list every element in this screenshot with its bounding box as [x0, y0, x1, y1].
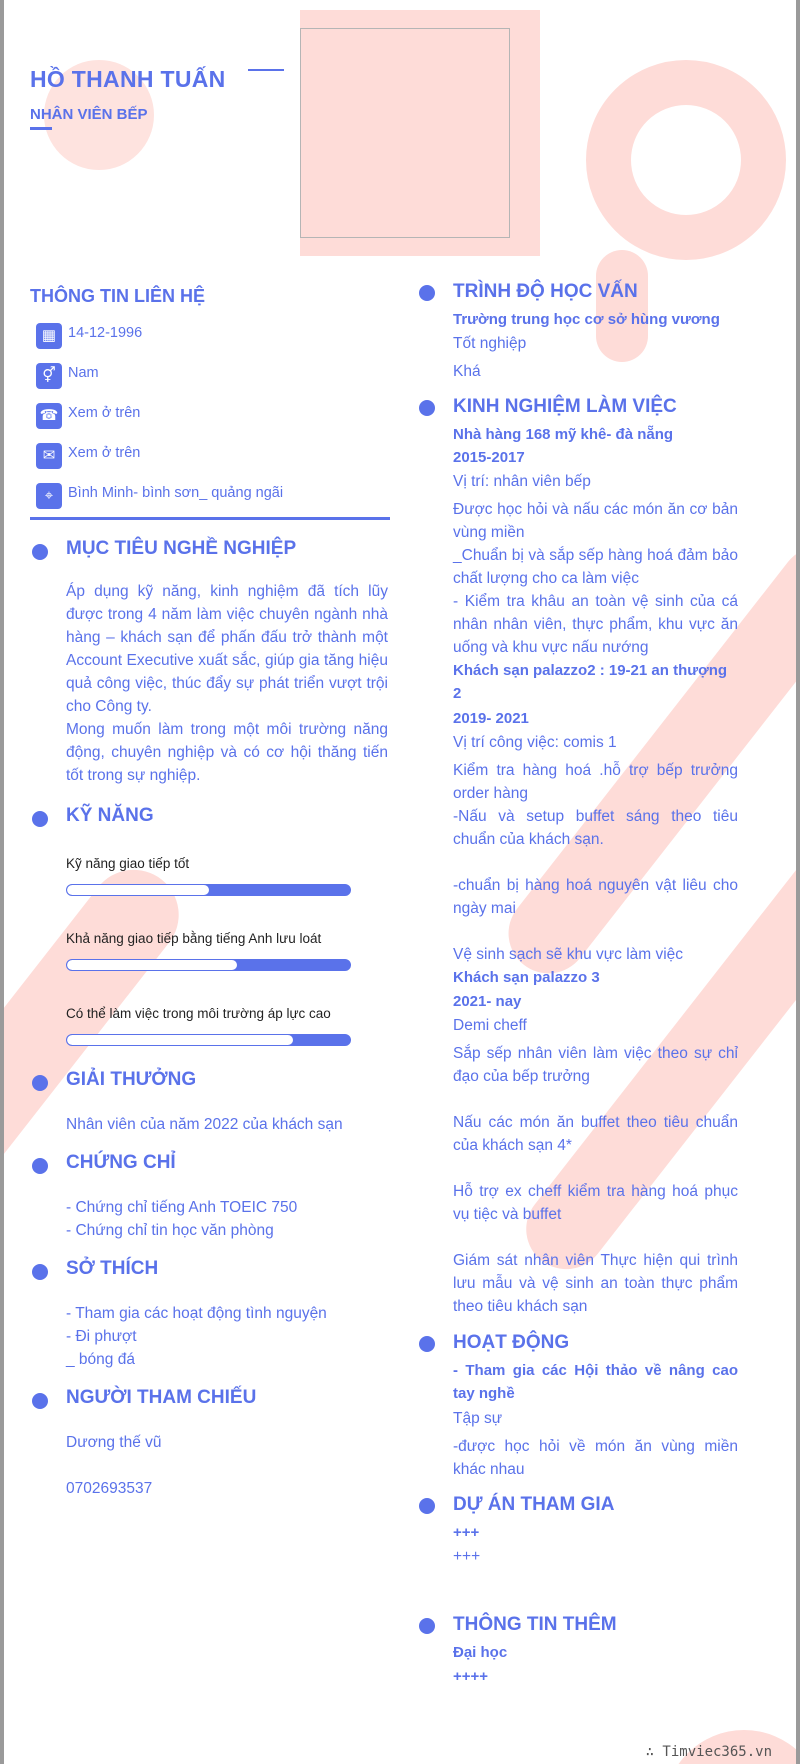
- location-icon: ⌖: [36, 483, 62, 509]
- skill-label-1: Kỹ năng giao tiếp tốt: [66, 856, 190, 871]
- certificates-line-1: - Chứng chỉ tiếng Anh TOEIC 750: [66, 1199, 298, 1216]
- hobbies-line-1: - Tham gia các hoạt động tình nguyện: [66, 1305, 327, 1322]
- sparkle-icon: ∴: [645, 1744, 663, 1760]
- name-dash: [248, 69, 284, 71]
- education-school: Trường trung học cơ sở hùng vương: [453, 311, 720, 328]
- objective-text-2: Mong muốn làm trong một môi trường năng động, chuyên nghiệp và có cơ hội thăng tiến tốt trong sự nghiệp.: [66, 721, 388, 784]
- bullet-dot: [32, 1075, 48, 1091]
- footer-brand: [646, 1744, 772, 1760]
- extra-line-1: ++++: [453, 1668, 489, 1685]
- job3-company: Khách sạn palazzo 3: [453, 969, 600, 986]
- hobbies-line-2: - Đi phượt: [66, 1328, 137, 1345]
- job3-position: Demi cheff: [453, 1017, 527, 1034]
- job2-position: Vị trí công việc: comis 1: [453, 734, 617, 751]
- education-status: Tốt nghiệp: [453, 335, 527, 352]
- contact-title: THÔNG TIN LIÊN HỆ: [30, 286, 205, 306]
- job3-desc-1: Sắp sếp nhân viên làm việc theo sự chỉ đạo của bếp trưởng: [453, 1045, 738, 1085]
- contact-phone: Xem ở trên: [68, 405, 141, 421]
- contact-divider: [30, 517, 390, 520]
- skill-bar-3: [66, 1034, 351, 1046]
- job3-period: 2021- nay: [453, 993, 522, 1010]
- bullet-dot: [32, 1158, 48, 1174]
- hobbies-title: SỞ THÍCH: [66, 1258, 159, 1279]
- skill-bar-1: [66, 884, 351, 896]
- experience-title: KINH NGHIỆM LÀM VIỆC: [453, 396, 677, 417]
- job2-company: Khách sạn palazzo2 : 19-21 an thượng 2: [453, 662, 728, 702]
- job1-position: Vị trí: nhân viên bếp: [453, 473, 591, 490]
- decor-pill-small: [596, 250, 648, 362]
- cv-page: [4, 0, 796, 1764]
- awards-title: GIẢI THƯỞNG: [66, 1069, 197, 1090]
- bullet-dot: [32, 811, 48, 827]
- decor-ring: [586, 60, 786, 260]
- job-title-underline: [30, 127, 52, 130]
- job1-desc-2: _Chuẩn bị và sắp sếp hàng hoá đảm bảo chất lượng cho ca làm việc: [453, 547, 738, 587]
- bullet-dot: [419, 400, 435, 416]
- activities-heading: - Tham gia các Hội thảo về nâng cao tay nghề: [453, 1362, 738, 1402]
- projects-line-2: +++: [453, 1548, 481, 1565]
- job3-desc-4: Giám sát nhân viên Thực hiện qui trình lưu mẫu và vệ sinh an toàn thực phẩm theo tiêu khách sạn: [453, 1252, 738, 1315]
- education-title: TRÌNH ĐỘ HỌC VẤN: [453, 281, 638, 302]
- hobbies-line-3: _ bóng đá: [66, 1351, 135, 1368]
- job2-period: 2019- 2021: [453, 710, 529, 727]
- skills-title: KỸ NĂNG: [66, 805, 154, 826]
- activities-title: HOẠT ĐỘNG: [453, 1332, 570, 1353]
- job1-company: Nhà hàng 168 mỹ khê- đà nẵng: [453, 426, 674, 443]
- activities-role: Tập sự: [453, 1410, 503, 1427]
- job2-desc-4: Vệ sinh sạch sẽ khu vực làm việc: [453, 946, 684, 963]
- job2-desc-2: -Nấu và setup buffet sáng theo tiêu chuẩn của khách sạn.: [453, 808, 738, 848]
- contact-gender: Nam: [68, 365, 99, 381]
- projects-title: DỰ ÁN THAM GIA: [453, 1494, 615, 1515]
- objective-title: MỤC TIÊU NGHỀ NGHIỆP: [66, 538, 297, 559]
- footer-brand-text: Timviec365.vn: [662, 1744, 772, 1760]
- bullet-dot: [32, 1264, 48, 1280]
- bullet-dot: [419, 285, 435, 301]
- contact-birthday: 14-12-1996: [68, 325, 143, 341]
- extra-title: THÔNG TIN THÊM: [453, 1614, 617, 1635]
- candidate-name: HỒ THANH TUẤN: [30, 66, 226, 92]
- certificates-title: CHỨNG CHỈ: [66, 1152, 176, 1173]
- skill-bar-fill: [67, 1035, 293, 1045]
- projects-line-1: +++: [453, 1524, 480, 1541]
- job2-desc-3: -chuẩn bị hàng hoá nguyên vật liêu cho ngày mai: [453, 877, 738, 917]
- activities-desc: -được học hỏi về món ăn vùng miền khác nhau: [453, 1438, 738, 1478]
- job1-period: 2015-2017: [453, 449, 525, 466]
- contact-address: Bình Minh- bình sơn_ quảng ngãi: [68, 485, 284, 501]
- job3-desc-3: Hỗ trợ ex cheff kiểm tra hàng hoá phục vụ tiệc và buffet: [453, 1183, 738, 1223]
- job1-desc-3: - Kiểm tra khâu an toàn vệ sinh của cá nhân nhân viên, thực phẩm, khu vực ăn uống và khu vực nấu nướng: [453, 593, 738, 656]
- skill-label-2: Khả năng giao tiếp bằng tiếng Anh lưu loát: [66, 931, 322, 946]
- skill-label-3: Có thể làm việc trong môi trường áp lực cao: [66, 1006, 331, 1021]
- reference-phone: 0702693537: [66, 1480, 153, 1497]
- phone-icon: ☎: [36, 403, 62, 429]
- awards-line-1: Nhân viên của năm 2022 của khách sạn: [66, 1116, 343, 1133]
- email-icon: ✉: [36, 443, 62, 469]
- certificates-line-2: - Chứng chỉ tin học văn phòng: [66, 1222, 274, 1239]
- job3-desc-2: Nấu các món ăn buffet theo tiêu chuẩn của khách sạn 4*: [453, 1114, 738, 1154]
- references-title: NGƯỜI THAM CHIẾU: [66, 1387, 257, 1408]
- bullet-dot: [419, 1336, 435, 1352]
- bullet-dot: [419, 1498, 435, 1514]
- job-title: NHÂN VIÊN BẾP: [30, 106, 148, 123]
- reference-name: Dương thế vũ: [66, 1434, 162, 1451]
- calendar-icon: ▦: [36, 323, 62, 349]
- skill-bar-fill: [67, 960, 237, 970]
- objective-text-1: Áp dụng kỹ năng, kinh nghiệm đã tích lũy được trong 4 năm làm việc chuyên ngành nhà hàng – khách sạn để phấn đấu trở thành một Account Executive xuất sắc, giúp gia tăng hiệu quả công việc, thúc đẩy sự phát triển vượt trội cho Công ty.: [66, 583, 388, 715]
- contact-email: Xem ở trên: [68, 445, 141, 461]
- extra-heading: Đại học: [453, 1644, 508, 1661]
- gender-icon: ⚥: [36, 363, 62, 389]
- bullet-dot: [32, 1393, 48, 1409]
- bullet-dot: [419, 1618, 435, 1634]
- skill-bar-fill: [67, 885, 209, 895]
- skill-bar-2: [66, 959, 351, 971]
- education-grade: Khá: [453, 363, 481, 380]
- profile-photo: [300, 28, 510, 238]
- bullet-dot: [32, 544, 48, 560]
- job2-desc-1: Kiểm tra hàng hoá .hỗ trợ bếp trưởng order hàng: [453, 762, 738, 802]
- job1-desc-1: Được học hỏi và nấu các món ăn cơ bản vùng miền: [453, 501, 738, 541]
